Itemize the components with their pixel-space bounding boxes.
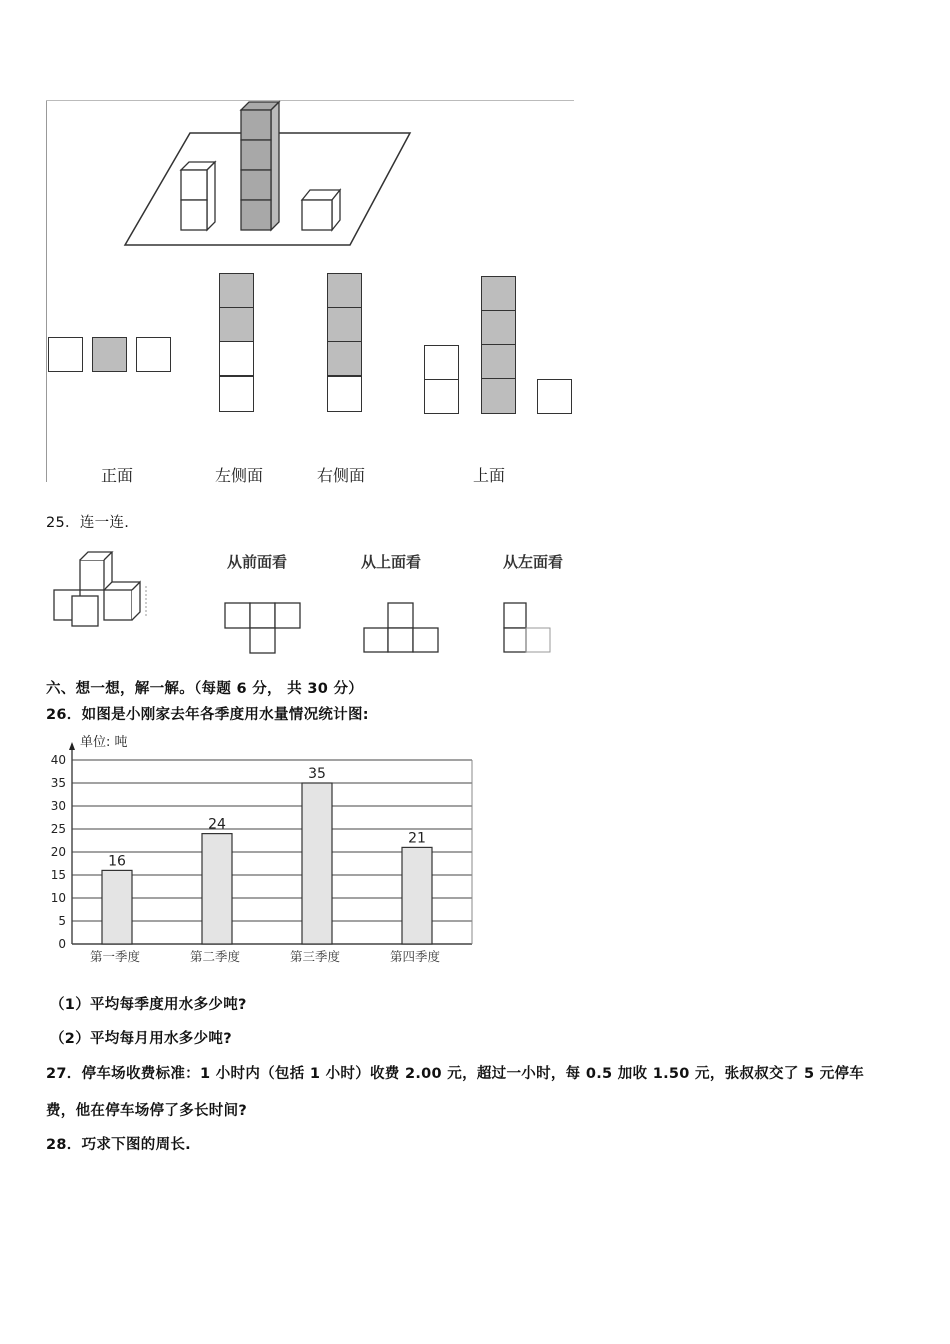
block-figure [0, 0, 950, 500]
isometric-blocks [0, 0, 950, 260]
chart-y-tick-label: 0 [58, 937, 66, 951]
left-view-square [219, 273, 254, 308]
chart-y-axis-arrow [69, 742, 75, 750]
chart-y-tick-label: 15 [50, 868, 66, 882]
chart-data-label: 16 [108, 853, 126, 870]
q27-line1: 27．停车场收费标准：1 小时内（包括 1 小时）收费 2.00 元，超过一小时，每 0.5 加收 1.50 元，张叔叔交了 5 元停车 [46, 1066, 865, 1082]
q25-left-view-shape [503, 602, 563, 662]
q25-front-view-shape [224, 602, 314, 662]
chart-y-tick-label: 5 [58, 914, 66, 928]
label-top: 上面 [473, 466, 506, 485]
top-view-square [481, 344, 516, 379]
chart-data-label: 21 [408, 830, 426, 847]
q27-line2: 费，他在停车场停了多长时间? [46, 1103, 248, 1119]
left-view-square [219, 307, 254, 342]
chart-x-tick-label: 第一季度 [89, 949, 141, 964]
top-view-square [537, 379, 572, 414]
label-right-side: 右侧面 [317, 466, 366, 485]
chart-bar [102, 870, 132, 944]
chart-y-tick-label: 10 [50, 891, 66, 905]
front-view-square [92, 337, 127, 372]
chart-y-tick-label: 20 [50, 845, 66, 859]
q26-sub1: （1）平均每季度用水多少吨? [50, 997, 247, 1013]
q26-sub2: （2）平均每月用水多少吨? [50, 1031, 232, 1047]
q28-title: 28．巧求下图的周长. [46, 1137, 191, 1153]
label-front: 正面 [101, 466, 134, 485]
chart-y-tick-label: 25 [50, 822, 66, 836]
left-view-square [219, 376, 254, 412]
chart-bar [202, 834, 232, 944]
chart-unit-label: 单位: 吨 [80, 735, 128, 750]
chart-data-label: 35 [308, 766, 326, 782]
q25-label-front: 从前面看 [227, 553, 288, 571]
top-view-square [481, 378, 516, 414]
top-view-square [481, 310, 516, 345]
chart-x-tick-label: 第三季度 [289, 949, 341, 964]
q25-top-view-shape [363, 602, 453, 662]
chart-x-tick-label: 第四季度 [389, 949, 441, 964]
right-view-square [327, 307, 362, 342]
front-view-square [136, 337, 171, 372]
q26-title: 26．如图是小刚家去年各季度用水量情况统计图: [46, 707, 369, 723]
q25-title: 25．连一连. [46, 515, 130, 531]
q25-label-top: 从上面看 [361, 553, 422, 571]
chart-bar [402, 847, 432, 944]
right-view-square [327, 341, 362, 376]
right-view-square [327, 273, 362, 308]
top-view-square [424, 379, 459, 414]
chart-x-tick-label: 第二季度 [189, 949, 241, 964]
top-view-square [481, 276, 516, 311]
chart-y-tick-label: 40 [50, 753, 66, 767]
left-view-square [219, 341, 254, 376]
top-view-square [424, 345, 459, 380]
chart-bar [302, 783, 332, 944]
chart-data-label: 24 [208, 816, 226, 833]
water-usage-bar-chart [40, 730, 480, 970]
q25-solid-figure [50, 550, 170, 640]
chart-y-tick-label: 30 [50, 799, 66, 813]
right-view-square [327, 376, 362, 412]
label-left-side: 左侧面 [215, 466, 264, 485]
chart-y-tick-label: 35 [50, 776, 66, 790]
q25-label-left: 从左面看 [503, 553, 564, 571]
section6-title: 六、想一想，解一解。（每题 6 分， 共 30 分） [46, 681, 364, 697]
front-view-square [48, 337, 83, 372]
